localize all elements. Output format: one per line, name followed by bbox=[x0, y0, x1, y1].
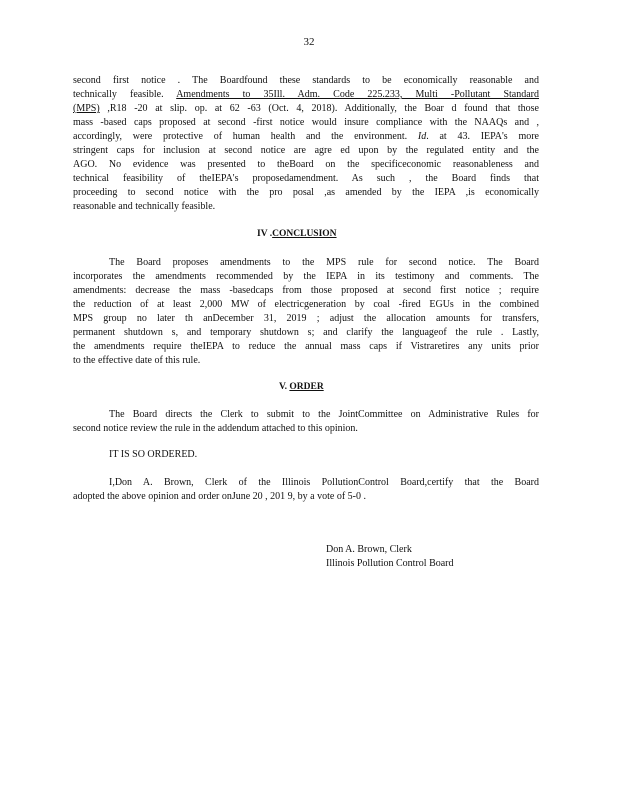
text-line: I,Don A. Brown, Clerk of the Illinois PollutionControl Board,certify that the Board bbox=[109, 477, 539, 488]
text-line: the reduction of at least 2,000 MW of electricgeneration by coal -fired EGUs in the combined bbox=[73, 299, 539, 310]
citation-id: Id bbox=[417, 131, 427, 142]
so-ordered: IT IS SO ORDERED. bbox=[109, 449, 198, 460]
text-line: second first notice . The Boardfound these standards to be economically reasonable and bbox=[73, 75, 539, 86]
heading-number: IV . bbox=[257, 229, 273, 239]
text-line: MPS group no later th anDecember 31, 2019 ; adjust the allocation amounts for transfers, bbox=[73, 313, 539, 324]
text-line: mass -based caps proposed at second -first notice would insure compliance with the NAAQs and , bbox=[73, 117, 539, 128]
section-heading-conclusion bbox=[257, 228, 363, 240]
citation-title: Amendments to 35Ill. Adm. Code 225.233, Multi -Pollutant Standard bbox=[176, 89, 540, 100]
text-line: AGO. No evidence was presented to theBoard on the specificeconomic reasonableness and bbox=[73, 159, 539, 170]
signature-name: Don A. Brown, Clerk bbox=[326, 544, 412, 555]
text-line: (MPS) ,R18 -20 at slip. op. at 62 -63 (Oct. 4, 2018). Additionally, the Boar d found that those bbox=[73, 103, 539, 114]
citation-title-cont: (MPS) bbox=[73, 103, 100, 114]
text-line: technically feasible. Amendments to 35Ill. Adm. Code 225.233, Multi -Pollutant Standard bbox=[73, 89, 540, 100]
text-line: The Board proposes amendments to the MPS rule for second notice. The Board bbox=[109, 257, 539, 268]
text-line: second notice review the rule in the addendum attached to this opinion. bbox=[73, 423, 358, 434]
heading-title: ORDER bbox=[289, 382, 324, 392]
text-line: adopted the above opinion and order onJune 20 , 201 9, by a vote of 5-0 . bbox=[73, 491, 366, 502]
text-line: accordingly, were protective of human health and the environment. Id. at 43. IEPA's more bbox=[73, 131, 539, 142]
text-line: reasonable and technically feasible. bbox=[73, 201, 216, 212]
section-heading-order bbox=[279, 381, 350, 393]
text-line: amendments: decrease the mass -basedcaps from those proposed at second first notice ; require bbox=[73, 285, 539, 296]
text-line: permanent shutdown s, and temporary shutdown s; and clarify the languageof the rule . Lastly, bbox=[73, 327, 539, 338]
signature-agency: Illinois Pollution Control Board bbox=[326, 558, 454, 569]
text-line: proceeding to second notice with the pro posal ,as amended by the IEPA ,is economically bbox=[73, 187, 539, 198]
heading-number: V. bbox=[279, 382, 288, 392]
text-line: to the effective date of this rule. bbox=[73, 355, 201, 366]
text-line: The Board directs the Clerk to submit to the JointCommittee on Administrative Rules for bbox=[109, 409, 539, 420]
text-line: technical feasibility of theIEPA's proposedamendment. As such , the Board finds that bbox=[73, 173, 539, 184]
text-line: stringent caps for inclusion at second notice are agre ed upon by the regulated entity and the bbox=[73, 145, 539, 156]
text-line: the amendments require theIEPA to reduce the annual mass caps if Vistraretires any units prior bbox=[73, 341, 539, 352]
text-line: incorporates the amendments recommended by the IEPA in its testimony and comments. The bbox=[73, 271, 539, 282]
page-number: 32 bbox=[303, 36, 315, 48]
heading-title: CONCLUSION bbox=[272, 229, 337, 239]
